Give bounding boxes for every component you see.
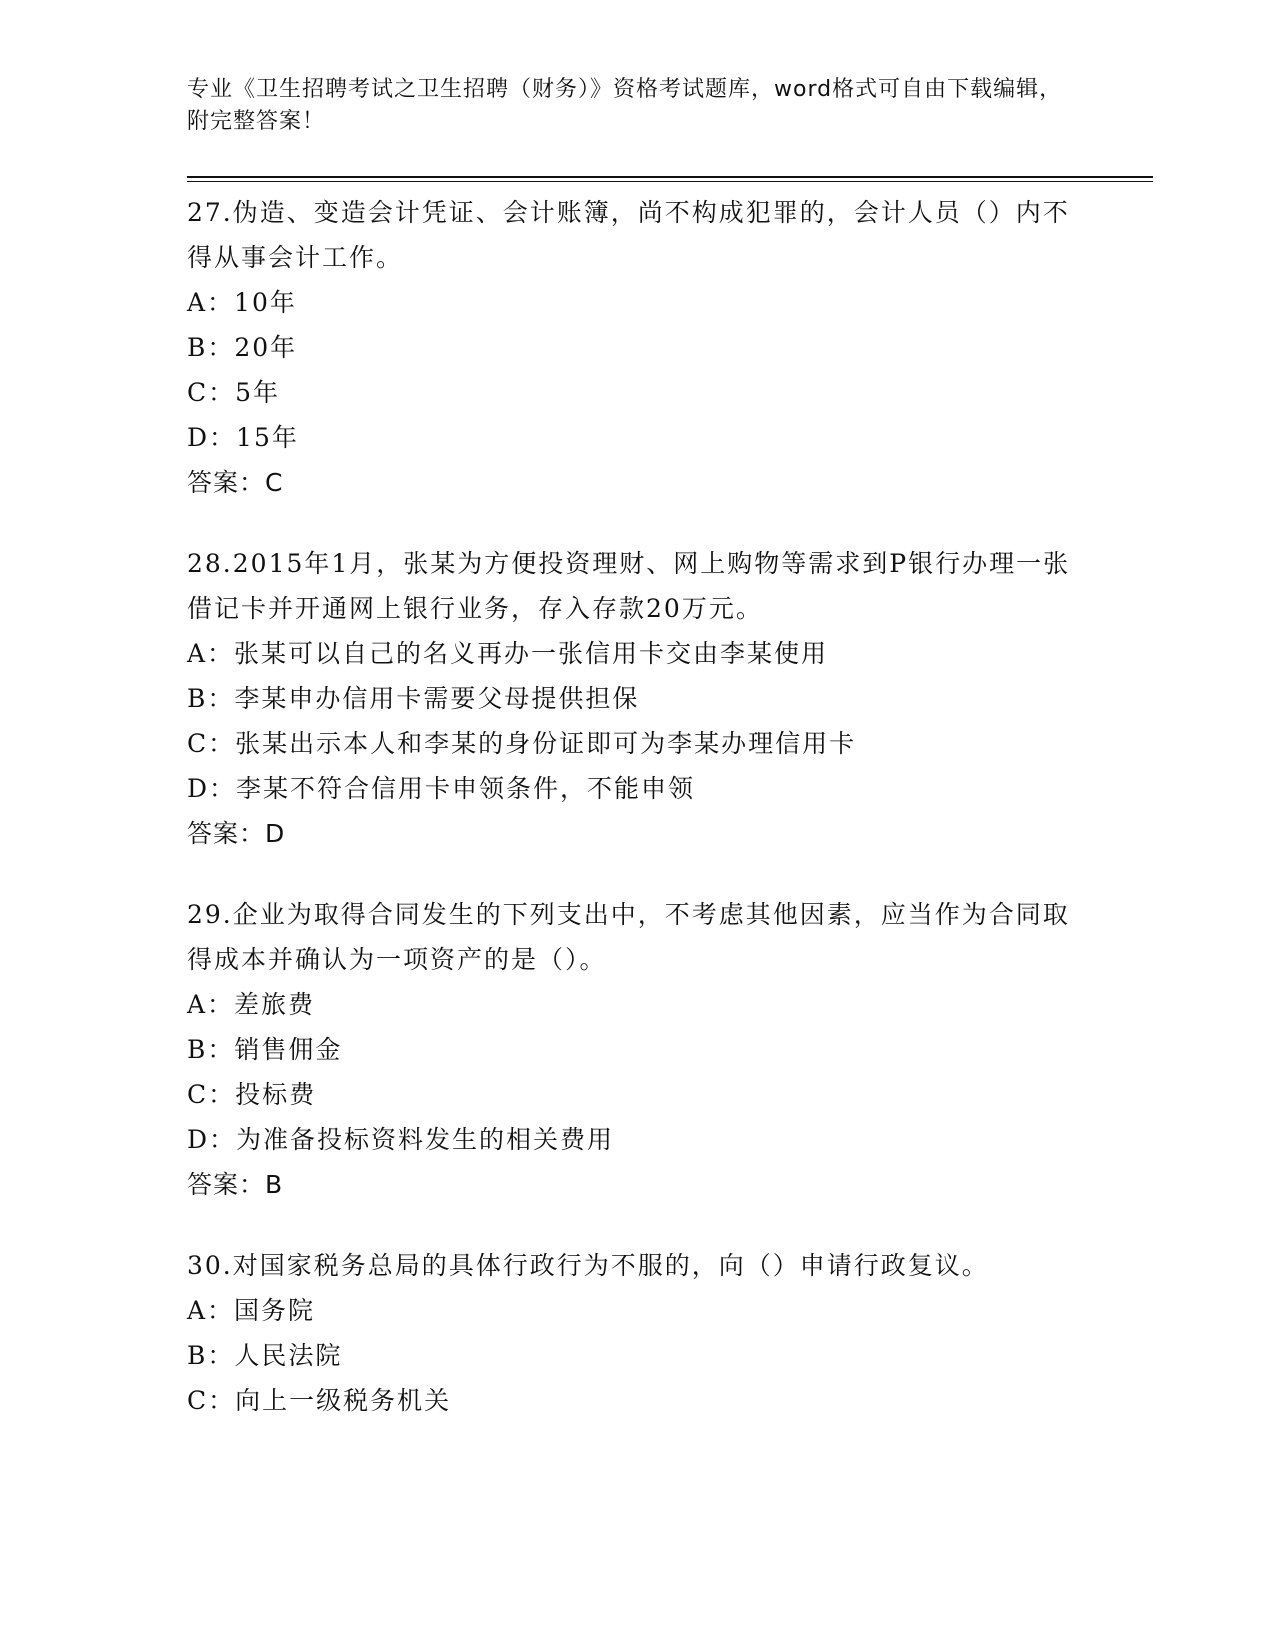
option-b: B：销售佣金	[187, 1035, 343, 1064]
question-stem: 27.伪造、变造会计凭证、会计账簿，尚不构成犯罪的，会计人员（）内不得从事会计工作。	[187, 198, 1070, 272]
question-29	[187, 892, 1087, 1207]
question-28	[187, 541, 1087, 856]
option-c: C：投标费	[187, 1080, 317, 1109]
option-a: A：张某可以自己的名义再办一张信用卡交由李某使用	[187, 639, 829, 668]
option-b: B：李某申办信用卡需要父母提供担保	[187, 684, 640, 713]
option-a: A：差旅费	[187, 990, 316, 1019]
answer-label: 答案：C	[187, 468, 284, 497]
question-stem: 28.2015年1月，张某为方便投资理财、网上购物等需求到P银行办理一张借记卡并开通网上银行业务，存入存款20万元。	[187, 549, 1071, 623]
option-a: A：10年	[187, 288, 297, 317]
question-stem: 29.企业为取得合同发生的下列支出中，不考虑其他因素，应当作为合同取得成本并确认为一项资产的是（）。	[187, 900, 1070, 974]
option-b: B：20年	[187, 333, 298, 362]
option-c: C：张某出示本人和李某的身份证即可为李某办理信用卡	[187, 729, 857, 758]
option-a: A：国务院	[187, 1296, 316, 1325]
answer-label: 答案：B	[187, 1170, 284, 1199]
question-stem: 30.对国家税务总局的具体行政行为不服的，向（）申请行政复议。	[187, 1251, 989, 1280]
option-b: B：人民法院	[187, 1341, 343, 1370]
document-header: 专业《卫生招聘考试之卫生招聘（财务）》资格考试题库，word格式可自由下载编辑，附完整答案！	[187, 77, 1063, 134]
header-divider	[187, 176, 1153, 178]
question-27	[187, 190, 1087, 505]
option-c: C：5年	[187, 378, 281, 407]
question-list	[187, 190, 1087, 1459]
option-d: D：为准备投标资料发生的相关费用	[187, 1125, 615, 1154]
option-d: D：15年	[187, 423, 299, 452]
answer-label: 答案：D	[187, 819, 286, 848]
option-c: C：向上一级税务机关	[187, 1386, 452, 1415]
header-divider-thin	[187, 181, 1153, 182]
question-30	[187, 1243, 1087, 1423]
option-d: D：李某不符合信用卡申领条件，不能申领	[187, 774, 696, 803]
